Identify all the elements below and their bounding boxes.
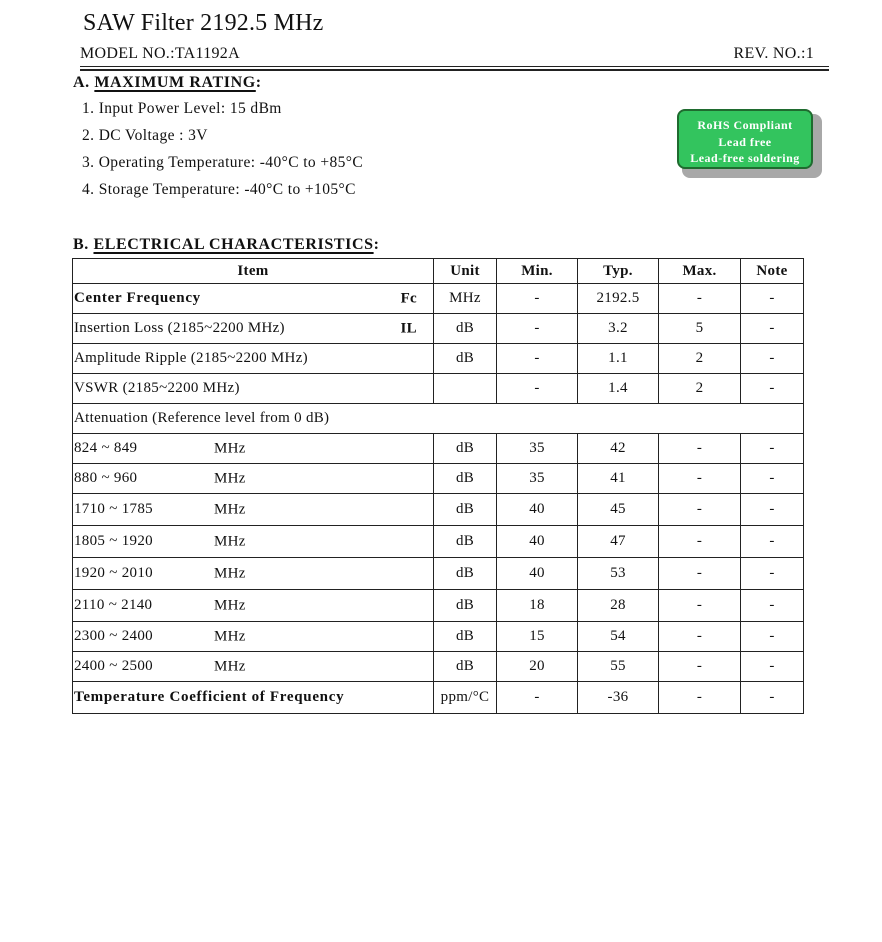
table-row-attenuation xyxy=(73,558,804,590)
attenuation-range-unit: MHz xyxy=(214,597,246,613)
item-label: Amplitude Ripple (2185~2200 MHz) xyxy=(74,350,308,366)
attenuation-range: 1920 ~ 2010 xyxy=(74,565,153,581)
unit-cell xyxy=(434,374,497,404)
item-symbol: Fc xyxy=(400,290,417,306)
min-cell: 35 xyxy=(497,464,578,494)
max-cell: 2 xyxy=(659,374,741,404)
typ-cell: 28 xyxy=(578,590,659,622)
note-cell: - xyxy=(741,494,804,526)
typ-cell: 53 xyxy=(578,558,659,590)
typ-cell: 54 xyxy=(578,622,659,652)
section-b-heading xyxy=(73,236,380,254)
table-row-attenuation xyxy=(73,590,804,622)
min-cell: 40 xyxy=(497,558,578,590)
typ-cell: 1.4 xyxy=(578,374,659,404)
note-cell: - xyxy=(741,464,804,494)
item-cell xyxy=(73,314,434,344)
item-cell xyxy=(73,344,434,374)
attenuation-range-cell xyxy=(73,526,434,558)
unit-cell: ppm/°C xyxy=(434,682,497,714)
attenuation-range-cell xyxy=(73,494,434,526)
min-cell: 15 xyxy=(497,622,578,652)
typ-cell: 41 xyxy=(578,464,659,494)
table-row-vswr xyxy=(73,374,804,404)
note-cell: - xyxy=(741,344,804,374)
table-row-attenuation xyxy=(73,526,804,558)
attenuation-range-unit: MHz xyxy=(214,501,246,517)
header-item: Item xyxy=(73,259,434,284)
table-header-row xyxy=(73,259,804,284)
model-number: MODEL NO.:TA1192A xyxy=(80,45,240,62)
min-cell: 35 xyxy=(497,434,578,464)
section-a-title: MAXIMUM RATING xyxy=(94,74,256,91)
attenuation-range-cell xyxy=(73,652,434,682)
attenuation-range: 1805 ~ 1920 xyxy=(74,533,153,549)
note-cell: - xyxy=(741,526,804,558)
attenuation-range-unit: MHz xyxy=(214,440,246,456)
table-row-attenuation xyxy=(73,494,804,526)
attenuation-range: 880 ~ 960 xyxy=(74,470,138,486)
section-a-prefix: A. xyxy=(73,74,95,91)
attenuation-range-unit: MHz xyxy=(214,470,246,486)
min-cell: - xyxy=(497,344,578,374)
header-unit: Unit xyxy=(434,259,497,284)
unit-cell: MHz xyxy=(434,284,497,314)
typ-cell: 3.2 xyxy=(578,314,659,344)
min-cell: - xyxy=(497,374,578,404)
note-cell: - xyxy=(741,314,804,344)
header-min: Min. xyxy=(497,259,578,284)
note-cell: - xyxy=(741,622,804,652)
max-rating-item: 3. Operating Temperature: -40°C to +85°C xyxy=(82,154,364,171)
max-cell: - xyxy=(659,682,741,714)
unit-cell: dB xyxy=(434,652,497,682)
item-label: Temperature Coefficient of Frequency xyxy=(74,689,345,705)
section-a-colon: : xyxy=(255,74,262,91)
attenuation-range-unit: MHz xyxy=(214,565,246,581)
table-row-amplitude-ripple xyxy=(73,344,804,374)
item-label: Insertion Loss (2185~2200 MHz) xyxy=(74,320,285,336)
min-cell: - xyxy=(497,682,578,714)
note-cell: - xyxy=(741,590,804,622)
item-symbol: IL xyxy=(400,320,417,336)
unit-cell: dB xyxy=(434,434,497,464)
typ-cell: 2192.5 xyxy=(578,284,659,314)
attenuation-range: 2400 ~ 2500 xyxy=(74,658,153,674)
table-row-attenuation-label xyxy=(73,404,804,434)
max-cell: - xyxy=(659,494,741,526)
typ-cell: 1.1 xyxy=(578,344,659,374)
table-row-center-frequency xyxy=(73,284,804,314)
note-cell: - xyxy=(741,682,804,714)
note-cell: - xyxy=(741,284,804,314)
unit-cell: dB xyxy=(434,314,497,344)
max-rating-item: 2. DC Voltage : 3V xyxy=(82,127,208,144)
typ-cell: 45 xyxy=(578,494,659,526)
min-cell: 40 xyxy=(497,494,578,526)
attenuation-label: Attenuation (Reference level from 0 dB) xyxy=(73,404,804,434)
table-row-attenuation xyxy=(73,464,804,494)
item-label: VSWR (2185~2200 MHz) xyxy=(74,380,240,396)
max-rating-item: 4. Storage Temperature: -40°C to +105°C xyxy=(82,181,356,198)
item-label: Center Frequency xyxy=(74,290,201,306)
section-b-title: ELECTRICAL CHARACTERISTICS xyxy=(93,236,374,253)
typ-cell: -36 xyxy=(578,682,659,714)
note-cell: - xyxy=(741,374,804,404)
max-cell: - xyxy=(659,284,741,314)
header-rule-thick xyxy=(80,69,829,71)
max-cell: 5 xyxy=(659,314,741,344)
attenuation-range-cell xyxy=(73,590,434,622)
section-b-colon: : xyxy=(373,236,380,253)
attenuation-range: 1710 ~ 1785 xyxy=(74,501,153,517)
unit-cell: dB xyxy=(434,344,497,374)
attenuation-range-unit: MHz xyxy=(214,628,246,644)
unit-cell: dB xyxy=(434,526,497,558)
typ-cell: 47 xyxy=(578,526,659,558)
unit-cell: dB xyxy=(434,494,497,526)
electrical-characteristics-table xyxy=(72,258,804,714)
table-row-tcf xyxy=(73,682,804,714)
table-row-insertion-loss xyxy=(73,314,804,344)
max-cell: - xyxy=(659,652,741,682)
min-cell: - xyxy=(497,314,578,344)
item-cell xyxy=(73,374,434,404)
rohs-line-2: Lead free xyxy=(718,134,772,149)
note-cell: - xyxy=(741,558,804,590)
table-row-attenuation xyxy=(73,652,804,682)
max-cell: - xyxy=(659,590,741,622)
table-row-attenuation xyxy=(73,622,804,652)
unit-cell: dB xyxy=(434,464,497,494)
max-rating-item: 1. Input Power Level: 15 dBm xyxy=(82,100,282,117)
attenuation-range-cell xyxy=(73,434,434,464)
attenuation-range: 2110 ~ 2140 xyxy=(74,597,153,613)
attenuation-range-cell xyxy=(73,558,434,590)
attenuation-range: 824 ~ 849 xyxy=(74,440,138,456)
max-cell: - xyxy=(659,558,741,590)
rohs-badge xyxy=(677,109,813,169)
header-rule-thin xyxy=(80,66,829,67)
document-title: SAW Filter 2192.5 MHz xyxy=(83,10,324,36)
header-note: Note xyxy=(741,259,804,284)
attenuation-range-unit: MHz xyxy=(214,658,246,674)
unit-cell: dB xyxy=(434,590,497,622)
max-cell: - xyxy=(659,622,741,652)
min-cell: - xyxy=(497,284,578,314)
item-cell xyxy=(73,682,434,714)
max-cell: - xyxy=(659,526,741,558)
revision-number: REV. NO.:1 xyxy=(733,45,814,62)
note-cell: - xyxy=(741,434,804,464)
attenuation-range: 2300 ~ 2400 xyxy=(74,628,153,644)
typ-cell: 42 xyxy=(578,434,659,464)
section-b-prefix: B. xyxy=(73,236,94,253)
unit-cell: dB xyxy=(434,622,497,652)
attenuation-range-cell xyxy=(73,622,434,652)
note-cell: - xyxy=(741,652,804,682)
section-a-heading xyxy=(73,74,262,92)
max-cell: - xyxy=(659,434,741,464)
item-cell xyxy=(73,284,434,314)
table-row-attenuation xyxy=(73,434,804,464)
attenuation-range-unit: MHz xyxy=(214,533,246,549)
max-cell: 2 xyxy=(659,344,741,374)
min-cell: 18 xyxy=(497,590,578,622)
rohs-line-1: RoHS Compliant xyxy=(697,118,793,132)
max-cell: - xyxy=(659,464,741,494)
attenuation-range-cell xyxy=(73,464,434,494)
unit-cell: dB xyxy=(434,558,497,590)
header-typ: Typ. xyxy=(578,259,659,284)
min-cell: 40 xyxy=(497,526,578,558)
rohs-line-3: Lead-free soldering xyxy=(690,151,800,165)
typ-cell: 55 xyxy=(578,652,659,682)
min-cell: 20 xyxy=(497,652,578,682)
header-max: Max. xyxy=(659,259,741,284)
